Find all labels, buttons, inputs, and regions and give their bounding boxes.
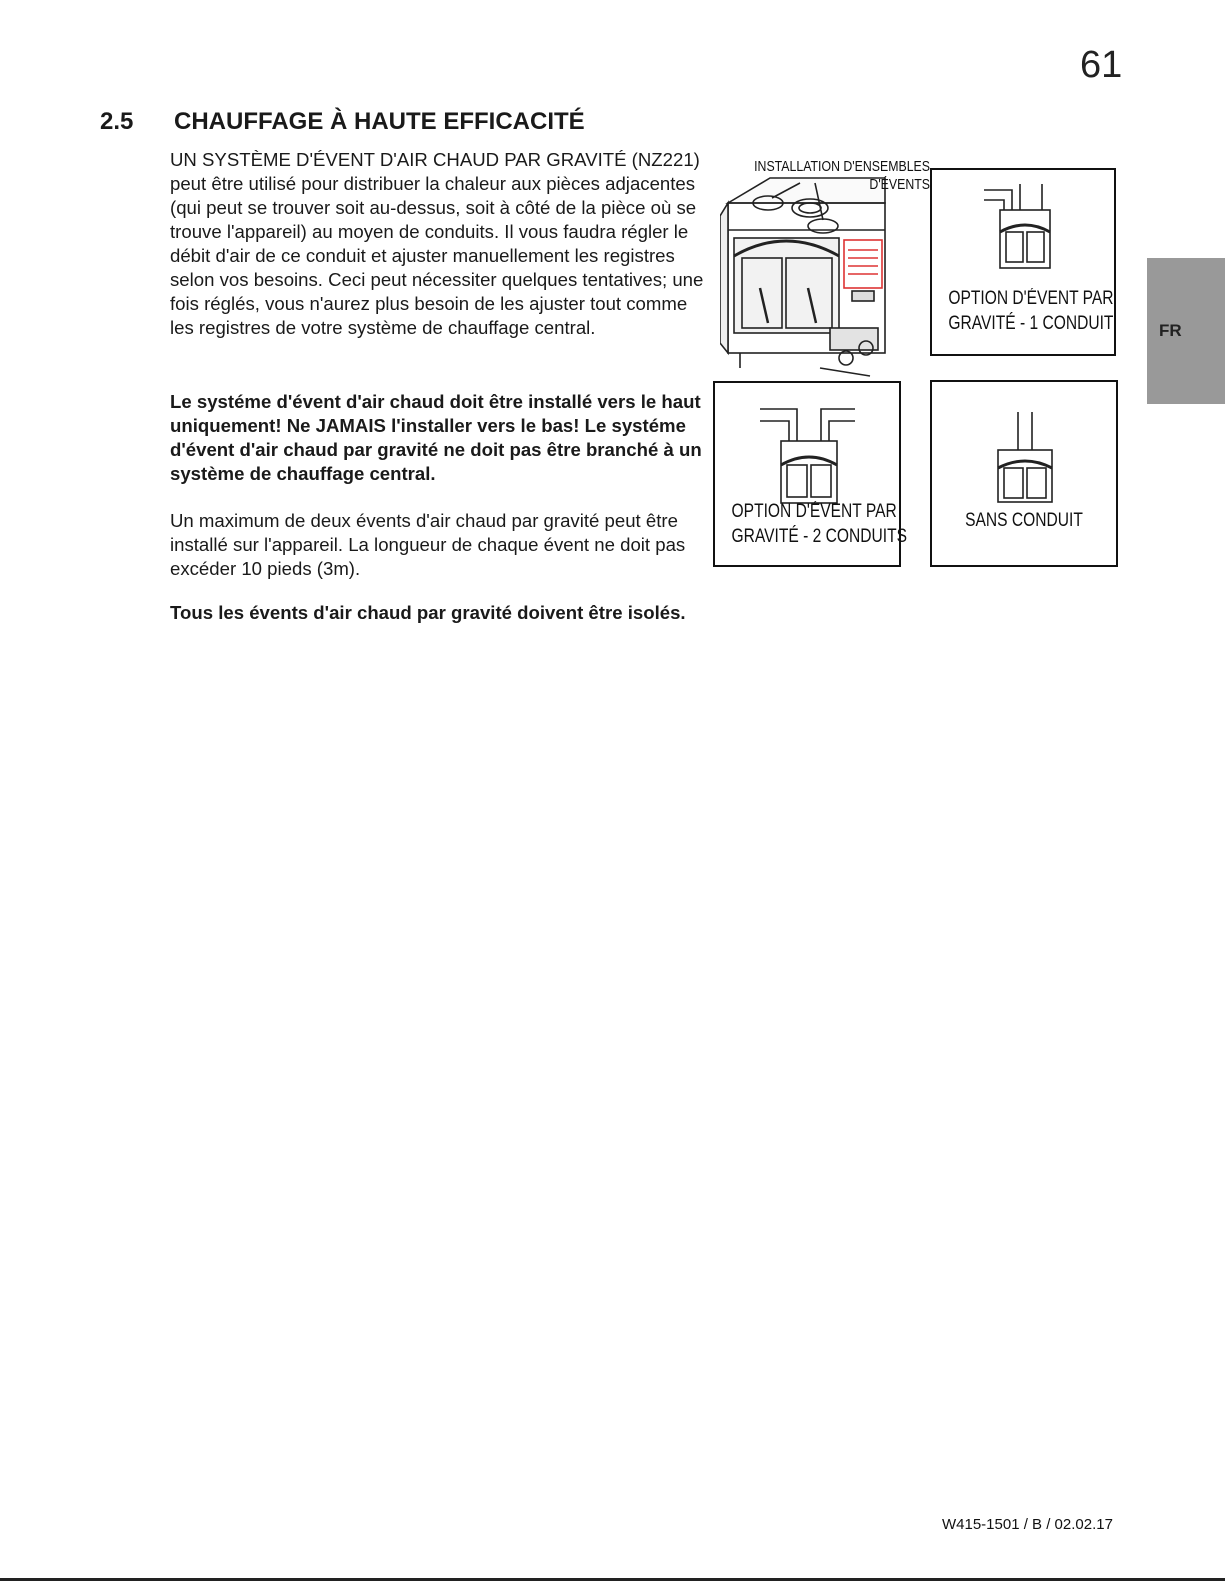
paragraph-max-vents: Un maximum de deux évents d'air chaud par gravité peut être installé sur l'appareil. La longueur de chaque évent ne doit pas excéder 10 pieds (3m). [170, 510, 686, 579]
figure-one-duct-option [930, 168, 1116, 356]
bottom-rule [0, 1578, 1225, 1581]
page-number: 61 [1080, 44, 1123, 86]
paragraph-insulation: Tous les évents d'air chaud par gravité doivent être isolés. [170, 602, 686, 623]
section-heading [100, 108, 585, 136]
figure-vent-kit-installation [720, 158, 935, 383]
figure-no-duct [930, 380, 1118, 567]
two-duct-caption: OPTION D'ÉVENT PAR GRAVITÉ - 2 CONDUITS [731, 501, 908, 547]
paragraph-intro: UN SYSTÈME D'ÉVENT D'AIR CHAUD PAR GRAVITÉ (NZ221) peut être utilisé pour distribuer la chaleur aux pièces adjacentes (qui peut se trouver soit au-dessus, soit à côté de la pièce où se trouve l'appareil) au moyen de conduits. Il vous faudra régler le débit d'air de ce conduit et ajuster manuellement les registres selon vos besoins. Ceci peut nécessiter quelques tentatives; une fois réglés, vous n'aurez plus besoin de les ajuster tout comme les registres de votre système de chauffage central. [170, 149, 704, 338]
no-duct-caption: SANS CONDUIT [965, 510, 1083, 531]
language-tab-label: FR [1159, 321, 1182, 340]
document-code: W415-1501 / B / 02.02.17 [942, 1516, 1113, 1533]
paragraph-warning: Le systéme d'évent d'air chaud doit être installé vers le haut uniquement! Ne JAMAIS l'installer vers le bas! Le systéme d'évent d'air chaud par gravité ne doit pas être branché à un système de chauffage central. [170, 391, 702, 484]
section-number: 2.5 [100, 108, 134, 135]
no-duct-diagram [932, 382, 1120, 569]
figure-two-duct-option [713, 381, 908, 567]
language-tab [1147, 258, 1225, 404]
install-label: INSTALLATION D'ENSEMBLES D'ÉVENTS [754, 159, 930, 193]
section-title: CHAUFFAGE À HAUTE EFFICACITÉ [174, 108, 585, 135]
one-duct-caption: OPTION D'ÉVENT PAR GRAVITÉ - 1 CONDUIT [948, 288, 1114, 334]
